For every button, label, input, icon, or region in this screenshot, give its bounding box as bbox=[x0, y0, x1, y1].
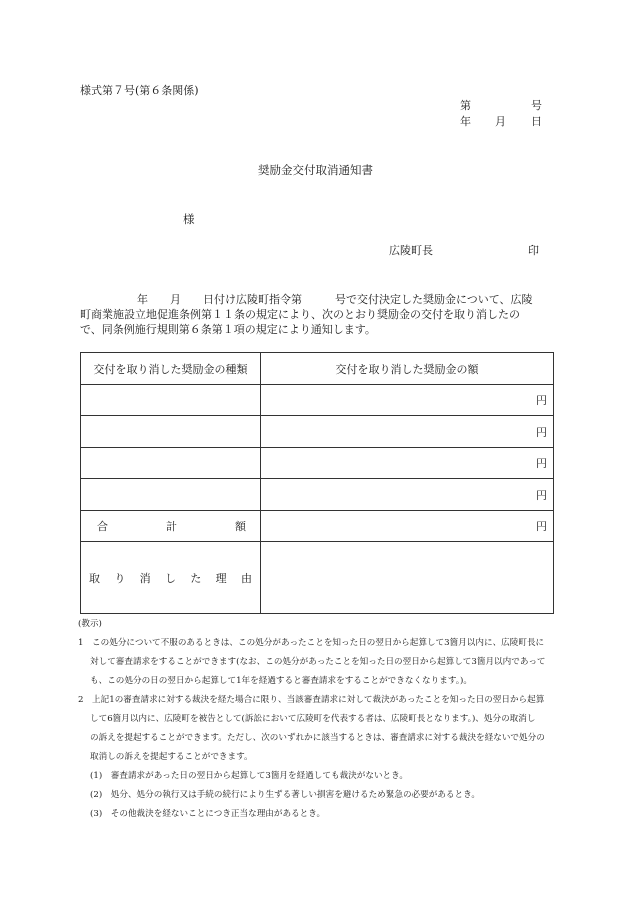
addressee-suffix: 様 bbox=[183, 212, 195, 226]
notice-line: して6箇月以内に、広陵町を被告として(訴訟において広陵町を代表する者は、広陵町長となります。)、処分の取消し bbox=[90, 714, 536, 724]
yen-unit: 円 bbox=[536, 488, 547, 502]
appeal-notice bbox=[78, 615, 558, 824]
type-cell bbox=[81, 479, 261, 511]
notice-line: も、この処分の日の翌日から起算して1年を経過すると審査請求をすることができなくなります。)。 bbox=[90, 676, 472, 686]
body-line-1: 年 月 日付け広陵町指令第 号で交付決定した奨励金について、広陵 bbox=[137, 293, 533, 306]
amount-cell bbox=[261, 479, 554, 511]
notice-line: の訴えを提起することができます。ただし、次のいずれかに該当するときは、審査請求に対する裁決を経ないで処分の bbox=[90, 733, 545, 743]
body-line-2: 町商業施設立地促進条例第１１条の規定により、次のとおり奨励金の交付を取り消したの bbox=[80, 308, 520, 321]
document-title: 奨励金交付取消通知書 bbox=[258, 163, 373, 177]
number-prefix: 第 bbox=[460, 99, 471, 112]
total-label: 合 計 額 bbox=[81, 511, 261, 542]
form-id: 様式第７号(第６条関係) bbox=[80, 84, 199, 97]
amount-cell bbox=[261, 448, 554, 479]
date-year: 年 bbox=[460, 115, 471, 128]
reason-cell bbox=[261, 542, 554, 614]
table-header-row bbox=[81, 353, 554, 385]
date-day: 日 bbox=[531, 115, 542, 128]
notice-line: 取消しの訴えを提起することができます。 bbox=[90, 752, 253, 762]
yen-unit: 円 bbox=[536, 520, 547, 533]
reason-row bbox=[81, 542, 554, 614]
total-amount-cell bbox=[261, 511, 554, 542]
type-cell bbox=[81, 385, 261, 416]
amount-cell bbox=[261, 385, 554, 416]
number-suffix: 号 bbox=[531, 99, 542, 112]
type-cell bbox=[81, 416, 261, 448]
type-cell bbox=[81, 448, 261, 479]
reason-label: 取 り 消 し た 理 由 bbox=[81, 542, 261, 614]
table-row bbox=[81, 416, 554, 448]
notice-heading: (教示) bbox=[78, 619, 102, 629]
yen-unit: 円 bbox=[536, 457, 547, 470]
notice-line: 2 上記1の審査請求に対する裁決を経た場合に限り、当該審査請求に対して裁決があったことを知った日の翌日から起算 bbox=[78, 695, 545, 705]
notice-line: 1 この処分について不服のあるときは、この処分があったことを知った日の翌日から起算して3箇月以内に、広陵町長に bbox=[78, 638, 545, 648]
notice-subitem: (1) 審査請求があった日の翌日から起算して3箇月を経過しても裁決がないとき。 bbox=[90, 771, 408, 781]
date-month: 月 bbox=[495, 115, 506, 128]
yen-unit: 円 bbox=[536, 394, 547, 407]
revocation-table bbox=[80, 352, 554, 614]
header-amount: 交付を取り消した奨励金の額 bbox=[261, 353, 554, 385]
amount-cell bbox=[261, 416, 554, 448]
issuer-name: 広陵町長 bbox=[389, 244, 433, 257]
table-row bbox=[81, 385, 554, 416]
seal-mark: 印 bbox=[528, 244, 539, 257]
header-type: 交付を取り消した奨励金の種類 bbox=[81, 353, 261, 385]
yen-unit: 円 bbox=[536, 425, 547, 439]
total-row bbox=[81, 511, 554, 542]
notice-subitem: (2) 処分、処分の執行又は手続の続行により生ずる著しい損害を避けるため緊急の必要があるとき。 bbox=[90, 790, 480, 800]
notice-subitem: (3) その他裁決を経ないことにつき正当な理由があるとき。 bbox=[90, 809, 326, 819]
table-row bbox=[81, 479, 554, 511]
body-line-3: で、同条例施行規則第６条第１項の規定により通知します。 bbox=[80, 323, 376, 336]
table-row bbox=[81, 448, 554, 479]
notice-line: 対して審査請求をすることができます(なお、この処分があったことを知った日の翌日から起算して3箇月以内であって bbox=[90, 657, 546, 667]
